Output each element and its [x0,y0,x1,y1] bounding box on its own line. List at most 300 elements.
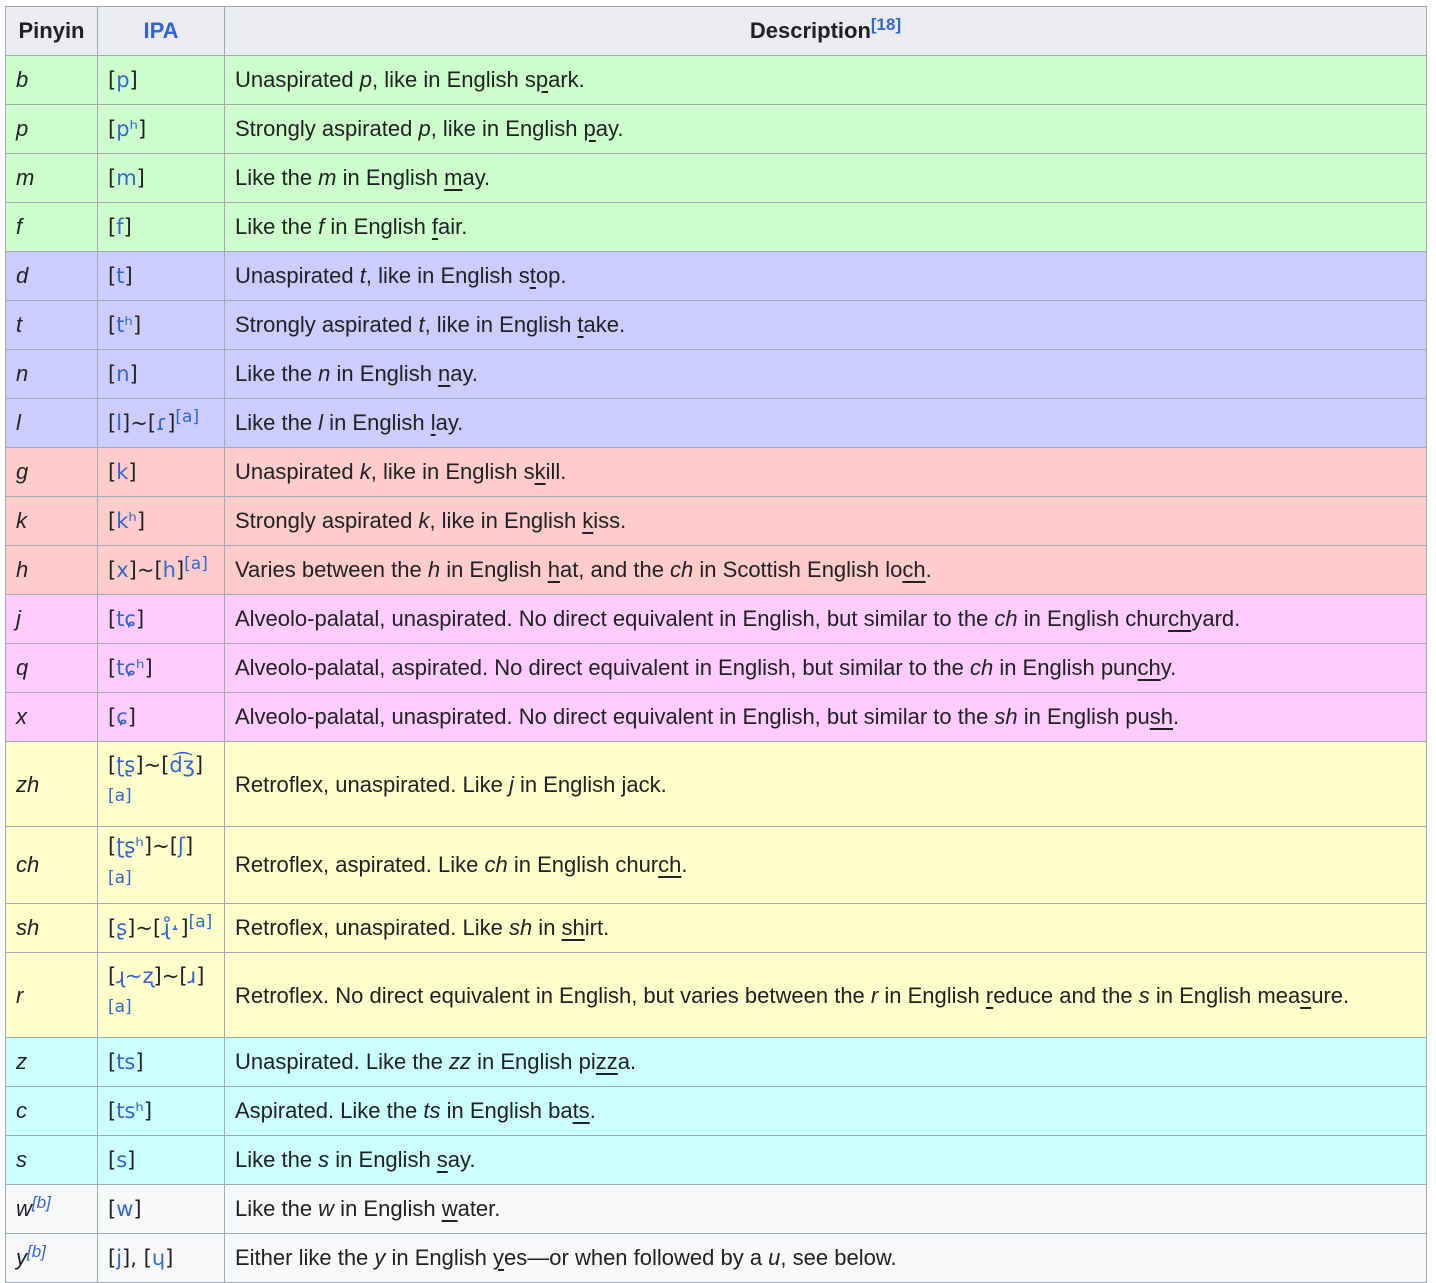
ipa-cell [98,252,225,301]
ipa-bracket-close: ] [135,1050,144,1074]
ipa-bracket-open: [ [108,558,117,582]
table-row [6,448,1427,497]
example-underlined: p [535,67,549,92]
ipa-bracket-open: [ [108,460,117,484]
ipa-link[interactable]: tʰ [116,313,133,337]
ipa-bracket-close: ] [133,1197,142,1221]
pinyin-cell [6,497,98,546]
ipa-link[interactable]: ʂ [116,916,128,940]
description-text: . [589,1098,596,1123]
grapheme-italic: l [318,410,324,435]
example-underlined: zz [595,1049,618,1074]
description-text: Either like the [235,1245,375,1270]
ipa-link[interactable]: k [116,460,129,484]
ipa-alt-link[interactable]: ɥ [151,1246,166,1270]
ipa-bracket-open: [ [108,753,117,777]
grapheme-italic: sh [994,704,1018,729]
description-text: in English [336,165,445,190]
ipa-link[interactable]: f [116,215,124,239]
ipa-tilde: ~ [161,964,180,988]
ipa-bracket-open: [ [108,117,117,141]
pinyin-value: x [16,704,27,729]
example-underlined: ch [658,852,682,877]
description-text: Strongly aspirated [235,508,419,533]
description-text: Like the [235,214,319,239]
pinyin-cell [6,644,98,693]
grapheme-italic: s [1138,982,1150,1008]
table-row [6,301,1427,350]
ipa-allophone-link[interactable]: ɻ̊˔ [161,916,181,940]
ipa-link[interactable]: tɕʰ [116,656,145,680]
pinyin-cell [6,301,98,350]
table-row [6,1087,1427,1136]
ipa-bracket-open: [ [169,834,178,858]
description-text: ay. [462,165,491,190]
description-text: educe and the [993,982,1139,1008]
ipa-cell [98,448,225,497]
ipa-bracket-close: ] [129,362,138,386]
example-underlined: l [430,410,436,435]
pinyin-cell [6,827,98,904]
reference-a-link[interactable]: [a] [175,407,200,427]
description-text: in English [878,982,986,1008]
example-underlined: p [583,116,596,141]
table-row [6,827,1427,904]
description-text: ake. [583,312,626,337]
ipa-comma: , [130,1246,144,1270]
ipa-allophone-link[interactable]: h [162,558,176,582]
description-text: Retroflex, unaspirated. Like [235,771,509,797]
ipa-bracket-open: [ [108,1148,117,1172]
description-text: , like in English [429,508,583,533]
example-underlined: sh [1149,704,1174,729]
table-row [6,56,1427,105]
example-underlined: w [441,1196,458,1221]
table-row [6,1234,1427,1283]
pinyin-value: c [16,1098,27,1123]
ipa-bracket-close: ] [165,1246,174,1270]
description-cell [225,203,1427,252]
ipa-bracket-open: [ [108,916,117,940]
example-underlined: t [577,312,584,337]
description-text: Strongly aspirated [235,312,419,337]
grapheme-italic: ts [423,1098,441,1123]
example-underlined: sh [561,915,585,940]
description-text: es—or when followed by a [504,1245,769,1270]
ipa-bracket-close: ] [136,166,145,190]
ipa-bracket-close: ] [123,215,132,239]
ipa-cell [98,350,225,399]
description-text: irt. [584,915,610,940]
example-underlined: k [582,508,594,533]
ipa-bracket-close: ] [127,916,136,940]
description-cell [225,1038,1427,1087]
description-text: op. [535,263,567,288]
description-text: Like the [235,410,319,435]
ipa-link[interactable]: l [116,411,123,435]
ipa-bracket-close: ] [153,964,162,988]
pinyin-value: d [16,263,29,288]
ipa-link[interactable]: x [116,558,129,582]
ipa-cell [98,827,225,904]
description-text: in English pun [993,655,1138,680]
description-text: iss. [593,508,627,533]
ipa-link[interactable]: ɕ [116,705,128,729]
description-text: ay. [435,410,464,435]
ipa-bracket-close: ] [144,656,153,680]
ipa-cell [98,742,225,827]
reference-a-link[interactable]: [a] [188,912,213,932]
description-text: a. [617,1049,637,1074]
example-underlined: h [547,557,560,582]
grapheme-italic: m [318,165,337,190]
table-row [6,546,1427,595]
ipa-bracket-close: ] [180,916,189,940]
pinyin-value: f [16,214,23,239]
ipa-bracket-close: ] [128,558,137,582]
ipa-link[interactable]: kʰ [116,509,137,533]
description-text: Unaspirated [235,67,360,92]
ipa-cell [98,595,225,644]
grapheme-italic: r [870,982,879,1008]
ipa-bracket-open: [ [152,916,162,940]
description-text: ill. [545,459,567,484]
description-text: in English [324,214,432,239]
reference-a-link[interactable]: [a] [184,554,208,574]
description-text: Strongly aspirated [235,116,419,141]
grapheme-italic: ch [670,557,694,582]
grapheme-italic: h [427,557,441,582]
pinyin-cell [6,448,98,497]
description-text: Retroflex, aspirated. Like [235,852,485,877]
grapheme-italic: p [418,116,431,141]
ipa-tilde: ~ [136,558,155,582]
grapheme-italic: j [508,771,514,797]
ipa-bracket-open: [ [108,1197,117,1221]
grapheme-italic: n [318,361,331,386]
example-underlined: ts [572,1098,590,1123]
reference-b-link[interactable]: [b] [27,1242,46,1261]
description-cell [225,827,1427,904]
pinyin-value: m [16,165,35,190]
pinyin-cell [6,1038,98,1087]
pinyin-initials-table [5,6,1427,1283]
description-cell [225,953,1427,1038]
ipa-bracket-close: ] [127,1148,136,1172]
ipa-allophone-link[interactable]: d͡ʒ [169,753,195,777]
ipa-tilde: ~ [143,753,162,777]
description-text: ay. [595,116,624,141]
ipa-cell [98,1234,225,1283]
pinyin-value: q [16,655,29,680]
example-underlined: t [529,263,536,288]
pinyin-cell [6,399,98,448]
ipa-cell [98,497,225,546]
pinyin-value: z [16,1049,27,1074]
description-text: in English jack. [513,771,667,797]
description-text: in English [440,557,548,582]
ipa-bracket-close: ] [122,411,131,435]
ipa-link[interactable]: ɻ~ʐ [116,964,154,988]
table-row [6,595,1427,644]
table-row [6,252,1427,301]
pinyin-value: r [16,982,24,1008]
pinyin-value: y [16,1245,27,1270]
grapheme-italic: s [318,1147,330,1172]
table-row [6,203,1427,252]
reference-b-link[interactable]: [b] [31,1193,51,1212]
example-underlined: n [438,361,451,386]
ipa-bracket-open: [ [108,313,117,337]
grapheme-italic: p [359,67,372,92]
pinyin-value: t [16,312,23,337]
table-row [6,644,1427,693]
pinyin-cell [6,252,98,301]
description-cell [225,546,1427,595]
grapheme-italic: ch [484,852,508,877]
description-text: air. [438,214,468,239]
table-row [6,1185,1427,1234]
grapheme-italic: zz [449,1049,472,1074]
ipa-bracket-open: [ [161,753,170,777]
description-text: Alveolo-palatal, aspirated. No direct equivalent in English, but similar to the [235,655,970,680]
pinyin-cell [6,154,98,203]
reference-a-link[interactable]: [a] [108,997,132,1017]
pinyin-value: ch [16,852,40,877]
description-cell [225,904,1427,953]
description-text: in English chur [1017,606,1169,631]
ipa-link[interactable]: n [116,362,130,386]
description-text: ay. [450,361,479,386]
example-underlined: ch [902,557,926,582]
pinyin-cell [6,904,98,953]
ipa-cell [98,693,225,742]
ipa-bracket-open: [ [108,1246,117,1270]
pinyin-cell [6,546,98,595]
description-text: Retroflex, unaspirated. Like [235,915,509,940]
description-cell [225,742,1427,827]
description-text: . [1173,704,1180,729]
ipa-bracket-open: [ [108,1099,117,1123]
pinyin-value: l [16,410,21,435]
example-underlined: s [436,1147,448,1172]
description-cell [225,105,1427,154]
ipa-link[interactable]: tsʰ [116,1099,144,1123]
description-cell [225,1234,1427,1283]
table-row [6,953,1427,1038]
ipa-tilde: ~ [135,916,153,940]
ipa-header-link[interactable]: IPA [143,18,179,43]
header-pinyin: Pinyin [6,7,98,56]
description-text: in Scottish English lo [693,557,903,582]
table-row [6,1136,1427,1185]
description-cell [225,56,1427,105]
description-text: Like the [235,361,319,386]
grapheme-italic: y [374,1245,386,1270]
ipa-bracket-open: [ [108,1050,117,1074]
description-cell [225,595,1427,644]
description-text: ater. [457,1196,501,1221]
ipa-link[interactable]: t [116,264,125,288]
description-text: , see below. [780,1245,897,1270]
grapheme-italic: k [418,508,430,533]
reference-a-link[interactable]: [a] [108,868,132,888]
ipa-link[interactable]: ts [116,1050,136,1074]
ipa-allophone-link[interactable]: ʃ [177,834,185,858]
ipa-bracket-close: ] [132,313,142,337]
pinyin-value: j [16,606,21,631]
ipa-bracket-open: [ [108,68,117,92]
grapheme-italic: t [359,263,366,288]
description-text: Unaspirated. Like the [235,1049,450,1074]
description-text: Retroflex. No direct equivalent in English, but varies between the [235,982,871,1008]
ipa-bracket-close: ] [196,964,205,988]
ipa-bracket-close: ] [124,264,133,288]
description-cell [225,252,1427,301]
table-row [6,497,1427,546]
ipa-cell [98,399,225,448]
header-description-label: Description [749,18,871,43]
description-text: Varies between the [235,557,428,582]
ipa-link[interactable]: m [116,166,137,190]
pinyin-cell [6,1185,98,1234]
ipa-cell [98,546,225,595]
description-text: in English [385,1245,494,1270]
table-row [6,742,1427,827]
pinyin-value: s [16,1147,27,1172]
table-row [6,1038,1427,1087]
pinyin-value: p [16,116,29,141]
description-text: in English [329,1147,437,1172]
ipa-cell [98,953,225,1038]
ipa-allophone-link[interactable]: ɾ [156,411,168,435]
ipa-bracket-open: [ [108,264,117,288]
description-text: Alveolo-palatal, unaspirated. No direct equivalent in English, but similar to the [235,606,995,631]
ipa-bracket-close: ] [143,834,153,858]
ipa-bracket-open: [ [108,362,117,386]
description-text: ure. [1311,982,1350,1008]
ipa-allophone-link[interactable]: ɹ [187,964,197,988]
ipa-bracket-open: [ [108,705,117,729]
ipa-bracket-open: [ [108,166,117,190]
description-text: , like in English s [372,67,536,92]
description-text: in English [330,361,439,386]
reference-a-link[interactable]: [a] [108,786,132,806]
ipa-bracket-open: [ [179,964,188,988]
ipa-bracket-open: [ [154,558,163,582]
description-cell [225,497,1427,546]
pinyin-value: w [16,1196,32,1221]
ipa-link[interactable]: p [116,68,130,92]
example-underlined: m [444,165,463,190]
description-text: in English pu [1017,704,1150,729]
ipa-bracket-open: [ [108,411,117,435]
pinyin-cell [6,595,98,644]
pinyin-value: g [16,459,29,484]
description-cell [225,301,1427,350]
pinyin-value: h [16,557,29,582]
pinyin-cell [6,203,98,252]
example-underlined: s [1300,982,1312,1008]
reference-18-link[interactable]: [18] [870,15,902,34]
ipa-link[interactable]: ʈʂ [116,753,136,777]
table-row [6,904,1427,953]
ipa-bracket-open: [ [147,411,157,435]
header-description [225,7,1427,56]
pinyin-cell [6,693,98,742]
description-text: . [925,557,932,582]
ipa-link[interactable]: s [116,1148,128,1172]
ipa-bracket-close: ] [143,1099,153,1123]
description-text: Alveolo-palatal, unaspirated. No direct equivalent in English, but similar to the [235,704,995,729]
ipa-cell [98,1136,225,1185]
ipa-cell [98,1185,225,1234]
header-row [6,7,1427,56]
ipa-bracket-open: [ [108,964,117,988]
ipa-link[interactable]: pʰ [116,117,139,141]
description-text: , like in English s [365,263,530,288]
ipa-bracket-open: [ [143,1246,152,1270]
pinyin-cell [6,56,98,105]
description-text: in English mea [1149,982,1301,1008]
ipa-link[interactable]: j [116,1246,123,1270]
grapheme-italic: k [359,459,371,484]
description-text: Unaspirated [235,263,360,288]
pinyin-value: zh [16,771,40,797]
pinyin-value: b [16,67,29,92]
ipa-bracket-close: ] [184,834,194,858]
example-underlined: r [985,982,994,1008]
ipa-link[interactable]: w [116,1197,134,1221]
ipa-bracket-close: ] [175,558,185,582]
description-text: ay. [447,1147,476,1172]
ipa-bracket-close: ] [135,607,145,631]
grapheme-italic: ch [969,655,994,680]
pinyin-value: n [16,361,29,386]
example-underlined: y [493,1245,505,1270]
pinyin-cell [6,953,98,1038]
description-text: in English pi [471,1049,596,1074]
pinyin-cell [6,105,98,154]
description-cell [225,1185,1427,1234]
description-text: yard. [1191,606,1241,631]
ipa-bracket-open: [ [108,656,117,680]
table-row [6,399,1427,448]
description-cell [225,448,1427,497]
ipa-link[interactable]: tɕ [116,607,136,631]
grapheme-italic: t [418,312,425,337]
grapheme-italic: ch [994,606,1018,631]
example-underlined: k [534,459,546,484]
ipa-cell [98,904,225,953]
ipa-link[interactable]: ʈʂʰ [116,834,144,858]
description-text: Like the [235,1147,319,1172]
description-cell [225,1136,1427,1185]
ipa-bracket-close: ] [127,705,136,729]
ipa-cell [98,105,225,154]
description-cell [225,1087,1427,1136]
description-cell [225,154,1427,203]
pinyin-value: k [16,508,27,533]
grapheme-italic: sh [508,915,533,940]
table-row [6,350,1427,399]
ipa-cell [98,154,225,203]
table-row [6,154,1427,203]
ipa-cell [98,644,225,693]
pinyin-cell [6,1136,98,1185]
header-ipa[interactable] [98,7,225,56]
ipa-bracket-close: ] [167,411,176,435]
